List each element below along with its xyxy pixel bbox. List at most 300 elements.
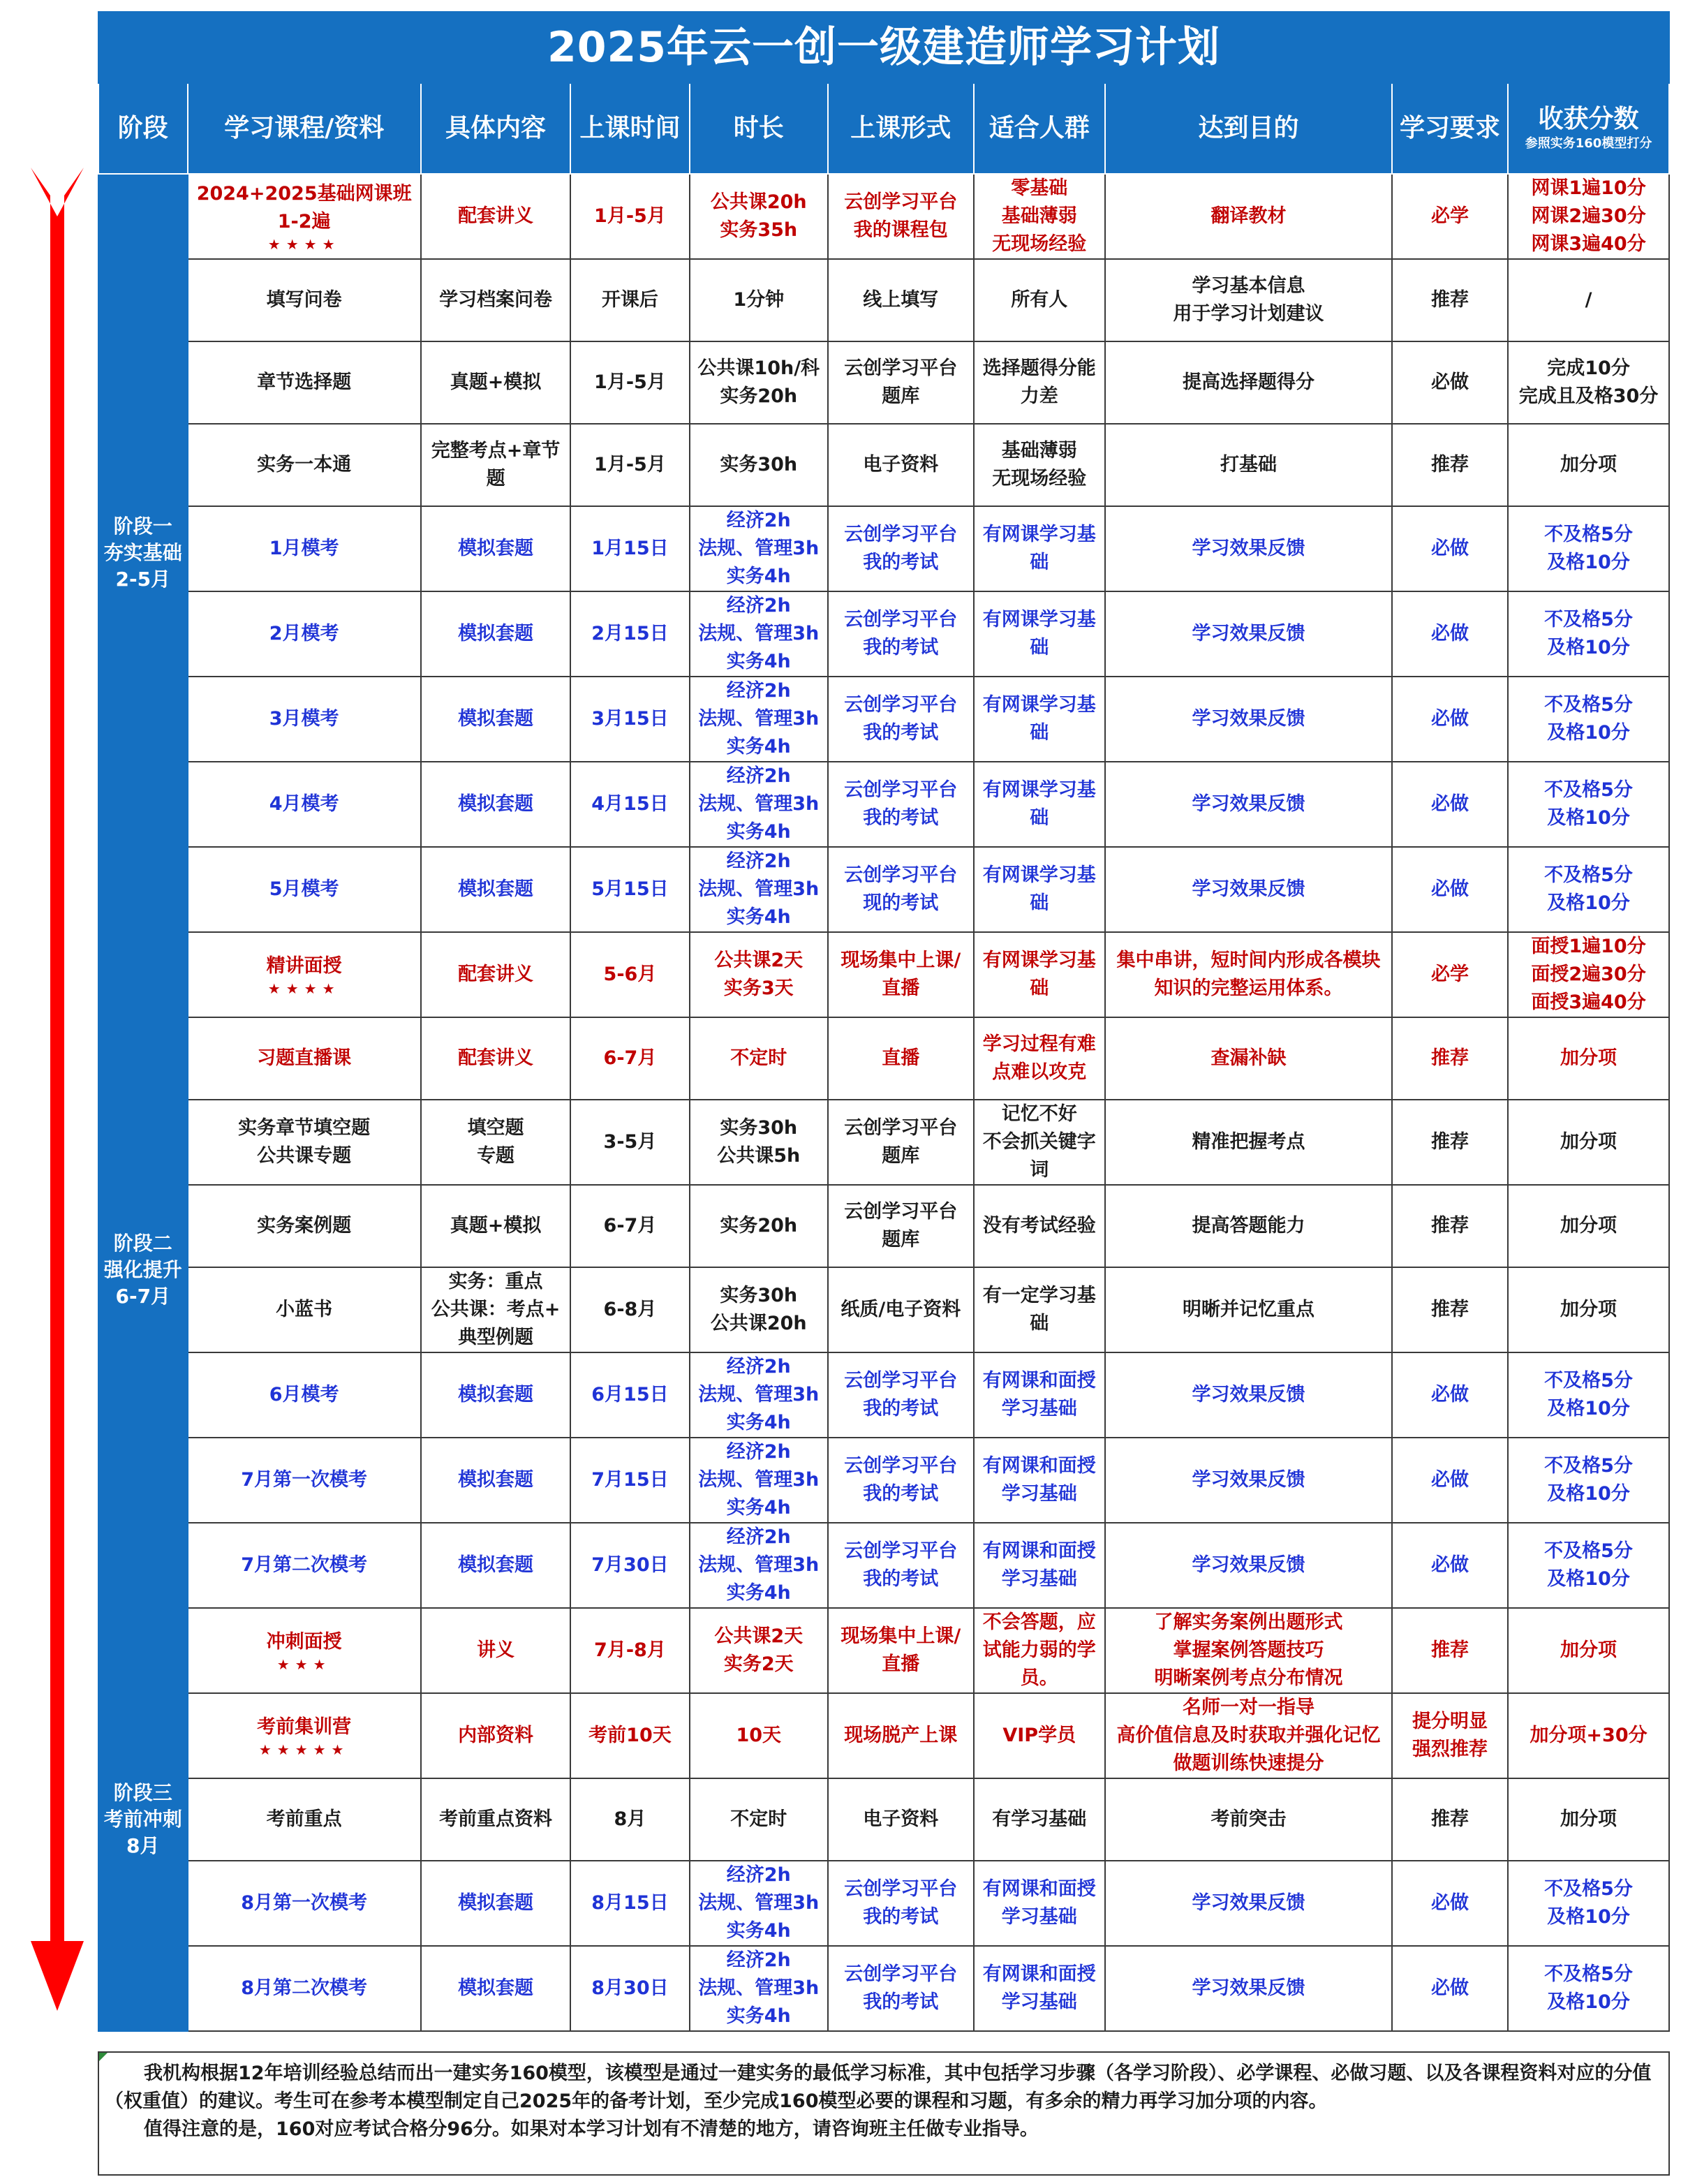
score-cell-line: 不及格5分 [1544, 1370, 1633, 1392]
goal-cell-line: 精准把握考点 [1192, 1131, 1305, 1153]
score-cell-line: 不及格5分 [1544, 694, 1633, 716]
time-cell [570, 1693, 689, 1778]
score-cell-line: 加分项 [1560, 1639, 1617, 1661]
goal-cell-line: 学习效果反馈 [1192, 708, 1305, 730]
format-cell-line: 我的考试 [863, 1568, 939, 1590]
course-cell [188, 506, 421, 591]
course-cell-line: 冲刺面授 [266, 1631, 342, 1653]
course-cell [188, 847, 421, 932]
time-cell [570, 1185, 689, 1267]
time-cell [570, 1946, 689, 2031]
format-cell [828, 1693, 974, 1778]
requirement-cell-line: 必做 [1431, 1977, 1469, 1999]
duration-cell-line: 实务4h [726, 566, 791, 587]
course-cell [188, 677, 421, 762]
format-cell [828, 174, 974, 259]
course-cell-line: 3月模考 [269, 708, 339, 730]
audience-cell [974, 1693, 1105, 1778]
course-cell [188, 1017, 421, 1100]
duration-cell [690, 1861, 828, 1946]
format-cell-line: 现场集中上课/ [840, 950, 961, 971]
score-cell [1508, 1778, 1669, 1861]
duration-cell-line: 法规、管理3h [698, 878, 820, 900]
score-cell-line: 完成且及格30分 [1518, 385, 1659, 407]
format-cell [828, 259, 974, 341]
format-cell-line: 我的考试 [863, 807, 939, 829]
audience-cell-line: 不会答题，应 [982, 1611, 1096, 1633]
goal-cell-line: 高价值信息及时获取并强化记忆 [1116, 1725, 1381, 1746]
content-cell [421, 1438, 571, 1523]
audience-cell-line: 不会抓关键字 [982, 1131, 1096, 1153]
audience-cell [974, 341, 1105, 424]
audience-cell [974, 1017, 1105, 1100]
content-cell [421, 1946, 571, 2031]
time-cell-line: 6-7月 [603, 1047, 657, 1069]
score-cell [1508, 1100, 1669, 1185]
content-cell [421, 1267, 571, 1352]
footer-paragraph-1: 我机构根据12年培训经验总结而出一建实务160模型，该模型是通过一建实务的最低学习标准，其中包括学习步骤（各学习阶段）、必学课程、必做习题、以及各课程资料对应的分值（权重值）的建议。考生可在参考本模型制定自己2025年的备考计划，至少完成160模型必要的课程和习题，有多余的精力再学习加分项的内容。 [105, 2063, 1652, 2112]
duration-cell-line: 经济2h [726, 1864, 791, 1886]
audience-cell-line: 员。 [1020, 1667, 1058, 1689]
requirement-cell-line: 必做 [1431, 1554, 1469, 1576]
audience-cell [974, 932, 1105, 1017]
duration-cell-line: 10天 [736, 1725, 782, 1746]
time-cell-line: 6-8月 [603, 1299, 657, 1320]
goal-cell-line: 学习效果反馈 [1192, 793, 1305, 815]
format-cell-line: 云创学习平台 [844, 357, 958, 379]
duration-cell [690, 259, 828, 341]
course-cell-line: 实务章节填空题 [238, 1117, 371, 1139]
goal-cell-line: 知识的完整运用体系。 [1154, 977, 1343, 999]
requirement-cell [1392, 932, 1508, 1017]
duration-cell-line: 经济2h [726, 1949, 791, 1971]
time-cell-line: 3月15日 [591, 708, 669, 730]
audience-cell [974, 1100, 1105, 1185]
audience-cell-line: 点难以攻克 [992, 1061, 1087, 1083]
format-cell-line: 线上填写 [863, 289, 939, 311]
requirement-cell [1392, 1352, 1508, 1438]
time-cell [570, 1352, 689, 1438]
format-cell-line: 题库 [882, 1145, 920, 1167]
content-cell-line: 填空题 [467, 1117, 524, 1139]
audience-cell-line: 有网课和面授 [982, 1540, 1096, 1562]
audience-cell-line: 学习基础 [1001, 1991, 1077, 2013]
stage-line: 阶段二 [113, 1232, 172, 1255]
score-cell-line: 加分项 [1560, 1215, 1617, 1237]
goal-cell-line: 考前突击 [1210, 1808, 1287, 1830]
content-cell-line: 模拟套题 [458, 1977, 534, 1999]
content-cell-line: 模拟套题 [458, 1384, 534, 1405]
stage-cell-s2 [98, 932, 188, 1608]
table-row [98, 1608, 1669, 1693]
table-row [98, 1778, 1669, 1861]
content-cell-line: 配套讲义 [458, 205, 534, 227]
content-cell [421, 1861, 571, 1946]
goal-cell [1105, 424, 1392, 506]
course-cell-line: 8月第一次模考 [241, 1892, 368, 1914]
table-row [98, 1946, 1669, 2031]
score-cell-line: / [1585, 289, 1592, 311]
table-row [98, 1693, 1669, 1778]
requirement-cell [1392, 1017, 1508, 1100]
score-cell-line: 网课1遍10分 [1531, 177, 1646, 199]
duration-cell [690, 174, 828, 259]
audience-cell-line: 有网课和面授 [982, 1878, 1096, 1900]
course-cell [188, 1267, 421, 1352]
duration-cell-line: 实务30h [720, 1117, 798, 1139]
timeline-down-arrow [31, 168, 84, 2011]
time-cell-line: 7月15日 [591, 1469, 669, 1491]
table-row [98, 591, 1669, 677]
content-cell-line: 讲义 [477, 1639, 515, 1661]
format-cell [828, 1778, 974, 1861]
goal-cell-line: 查漏补缺 [1210, 1047, 1287, 1069]
duration-cell-line: 实务2天 [723, 1653, 794, 1675]
course-cell-line: 考前重点 [266, 1808, 342, 1830]
content-cell-line: 题 [486, 468, 505, 489]
table-row [98, 932, 1669, 1017]
audience-cell-line: 有网课学习基 [982, 779, 1096, 801]
score-cell-line: 加分项+30分 [1530, 1725, 1647, 1746]
content-cell-line: 配套讲义 [458, 1047, 534, 1069]
course-cell [188, 932, 421, 1017]
duration-cell-line: 公共课5h [717, 1145, 801, 1167]
time-cell [570, 847, 689, 932]
score-cell [1508, 1523, 1669, 1608]
audience-cell-line: 试能力弱的学 [982, 1639, 1096, 1661]
content-cell [421, 506, 571, 591]
format-cell [828, 677, 974, 762]
duration-cell-line: 公共课20h [710, 191, 807, 213]
requirement-cell [1392, 677, 1508, 762]
duration-cell-line: 实务4h [726, 821, 791, 843]
table-row [98, 1861, 1669, 1946]
table-row [98, 1438, 1669, 1523]
duration-cell-line: 实务4h [726, 1497, 791, 1519]
score-cell [1508, 174, 1669, 259]
duration-cell [690, 1693, 828, 1778]
duration-cell-line: 法规、管理3h [698, 1554, 820, 1576]
goal-cell [1105, 174, 1392, 259]
table-row [98, 1267, 1669, 1352]
content-cell-line: 内部资料 [458, 1725, 534, 1746]
score-cell-line: 及格10分 [1547, 1483, 1630, 1505]
format-cell-line: 直播 [882, 1653, 920, 1675]
score-cell-line: 加分项 [1560, 1808, 1617, 1830]
table-row [98, 1017, 1669, 1100]
header-content: 具体内容 [421, 83, 571, 174]
duration-cell-line: 法规、管理3h [698, 1384, 820, 1405]
course-cell-line: 1-2遍 [277, 211, 331, 233]
audience-cell-line: 学习基础 [1001, 1906, 1077, 1928]
course-cell-line: 7月第一次模考 [241, 1469, 368, 1491]
format-cell [828, 762, 974, 847]
content-cell-line: 模拟套题 [458, 1554, 534, 1576]
score-cell-line: 及格10分 [1547, 1568, 1630, 1590]
table-row [98, 1352, 1669, 1438]
format-cell-line: 题库 [882, 385, 920, 407]
audience-cell [974, 424, 1105, 506]
goal-cell-line: 提高选择题得分 [1182, 371, 1315, 393]
requirement-cell-line: 必学 [1431, 964, 1469, 985]
content-cell-line: 模拟套题 [458, 1469, 534, 1491]
content-cell [421, 1608, 571, 1693]
goal-cell [1105, 1608, 1392, 1693]
format-cell [828, 1608, 974, 1693]
page-title: 2025年云一创一级建造师学习计划 [98, 12, 1669, 83]
course-cell [188, 591, 421, 677]
course-cell-line: 4月模考 [269, 793, 339, 815]
format-cell [828, 1185, 974, 1267]
audience-cell-line: 础 [1030, 637, 1049, 658]
content-cell-line: 配套讲义 [458, 964, 534, 985]
requirement-cell [1392, 341, 1508, 424]
content-cell [421, 1693, 571, 1778]
format-cell [828, 1352, 974, 1438]
stage-cell-s1 [98, 174, 188, 932]
duration-cell-line: 实务30h [720, 1285, 798, 1306]
goal-cell [1105, 677, 1392, 762]
course-cell-line: 2月模考 [269, 623, 339, 644]
audience-cell [974, 1861, 1105, 1946]
format-cell-line: 现场脱产上课 [844, 1725, 958, 1746]
format-cell [828, 1017, 974, 1100]
requirement-cell [1392, 174, 1508, 259]
course-cell-line: 章节选择题 [257, 371, 352, 393]
score-cell-line: 及格10分 [1547, 1906, 1630, 1928]
content-cell-line: 模拟套题 [458, 623, 534, 644]
stage-line: 8月 [126, 1834, 160, 1857]
time-cell-line: 1月-5月 [594, 371, 666, 393]
course-cell [188, 1523, 421, 1608]
duration-cell-line: 经济2h [726, 850, 791, 872]
time-cell [570, 259, 689, 341]
requirement-cell [1392, 1185, 1508, 1267]
course-cell-line: 公共课专题 [257, 1145, 352, 1167]
goal-cell-line: 集中串讲，短时间内形成各模块 [1116, 950, 1381, 971]
duration-cell-line: 1分钟 [733, 289, 785, 311]
course-cell-line: 8月第二次模考 [241, 1977, 368, 1999]
format-cell [828, 591, 974, 677]
table-row [98, 341, 1669, 424]
requirement-cell-line: 推荐 [1431, 1131, 1469, 1153]
requirement-cell [1392, 1778, 1508, 1861]
goal-cell [1105, 1946, 1392, 2031]
duration-cell-line: 实务20h [720, 385, 798, 407]
format-cell-line: 我的考试 [863, 1398, 939, 1419]
score-cell [1508, 677, 1669, 762]
course-cell-line: 填写问卷 [266, 289, 342, 311]
header-score-subtitle: 参照实务160模型打分 [1525, 136, 1652, 151]
audience-cell-line: 础 [1030, 552, 1049, 573]
course-cell-line: 小蓝书 [276, 1299, 333, 1320]
time-cell-line: 1月15日 [591, 538, 669, 559]
format-cell-line: 我的考试 [863, 1483, 939, 1505]
goal-cell [1105, 1438, 1392, 1523]
duration-cell-line: 实务4h [726, 736, 791, 758]
score-cell-line: 不及格5分 [1544, 1878, 1633, 1900]
format-cell [828, 1861, 974, 1946]
cell-corner-marker [99, 2053, 108, 2061]
time-cell-line: 8月 [614, 1808, 646, 1830]
audience-cell [974, 1778, 1105, 1861]
score-cell-line: 不及格5分 [1544, 1540, 1633, 1562]
audience-cell [974, 506, 1105, 591]
score-cell [1508, 762, 1669, 847]
requirement-cell [1392, 1523, 1508, 1608]
goal-cell-line: 提高答题能力 [1192, 1215, 1305, 1237]
duration-cell-line: 经济2h [726, 1441, 791, 1463]
time-cell-line: 6-7月 [603, 1215, 657, 1237]
content-cell-line: 公共课：考点+ [431, 1299, 561, 1320]
format-cell [828, 847, 974, 932]
duration-cell [690, 1352, 828, 1438]
content-cell [421, 762, 571, 847]
goal-cell-line: 名师一对一指导 [1182, 1697, 1315, 1718]
audience-cell [974, 1523, 1105, 1608]
content-cell [421, 1100, 571, 1185]
duration-cell-line: 实务4h [726, 651, 791, 672]
course-cell [188, 1608, 421, 1693]
audience-cell [974, 677, 1105, 762]
format-cell-line: 云创学习平台 [844, 864, 958, 886]
duration-cell [690, 1267, 828, 1352]
requirement-cell-line: 必做 [1431, 1892, 1469, 1914]
duration-cell [690, 932, 828, 1017]
score-cell-line: 不及格5分 [1544, 1455, 1633, 1477]
score-cell-line: 及格10分 [1547, 892, 1630, 914]
requirement-cell [1392, 1608, 1508, 1693]
score-cell [1508, 1861, 1669, 1946]
format-cell [828, 1946, 974, 2031]
audience-cell [974, 762, 1105, 847]
goal-cell-line: 学习效果反馈 [1192, 1469, 1305, 1491]
goal-cell-line: 学习效果反馈 [1192, 878, 1305, 900]
duration-cell-line: 公共课2天 [714, 950, 804, 971]
course-cell [188, 1946, 421, 2031]
goal-cell [1105, 932, 1392, 1017]
time-cell [570, 1100, 689, 1185]
table-row [98, 174, 1669, 259]
duration-cell [690, 677, 828, 762]
goal-cell [1105, 1267, 1392, 1352]
audience-cell-line: 无现场经验 [992, 233, 1087, 255]
requirement-cell-line: 必做 [1431, 1469, 1469, 1491]
duration-cell [690, 424, 828, 506]
requirement-cell-line: 必做 [1431, 623, 1469, 644]
audience-cell-line: 有一定学习基 [982, 1285, 1096, 1306]
score-cell [1508, 424, 1669, 506]
content-cell-line: 真题+模拟 [450, 1215, 542, 1237]
stage-line: 阶段一 [113, 515, 172, 538]
duration-cell [690, 1778, 828, 1861]
score-cell-line: 及格10分 [1547, 1991, 1630, 2013]
time-cell [570, 1608, 689, 1693]
duration-cell-line: 实务20h [720, 1215, 798, 1237]
score-cell [1508, 259, 1669, 341]
score-cell [1508, 1438, 1669, 1523]
header-score-title: 收获分数 [1538, 105, 1639, 133]
audience-cell-line: 零基础 [1011, 177, 1068, 199]
content-cell-line: 专题 [477, 1145, 515, 1167]
format-cell-line: 电子资料 [863, 454, 939, 475]
audience-cell [974, 259, 1105, 341]
time-cell [570, 1523, 689, 1608]
time-cell-line: 考前10天 [588, 1725, 672, 1746]
audience-cell-line: 学习基础 [1001, 1398, 1077, 1419]
score-cell-line: 网课2遍30分 [1531, 205, 1646, 227]
rating-stars: ★★★★ [267, 236, 341, 253]
audience-cell [974, 1267, 1105, 1352]
duration-cell [690, 847, 828, 932]
course-cell-line: 实务案例题 [257, 1215, 352, 1237]
stage-line: 考前冲刺 [103, 1808, 182, 1831]
score-cell-line: 加分项 [1560, 1299, 1617, 1320]
table-row [98, 1523, 1669, 1608]
goal-cell-line: 明晰并记忆重点 [1182, 1299, 1315, 1320]
requirement-cell [1392, 1946, 1508, 2031]
duration-cell [690, 591, 828, 677]
audience-cell-line: 础 [1030, 722, 1049, 744]
content-cell-line: 实务：重点 [448, 1271, 543, 1292]
score-cell-line: 不及格5分 [1544, 779, 1633, 801]
content-cell [421, 1523, 571, 1608]
duration-cell-line: 法规、管理3h [698, 538, 820, 559]
header-format: 上课形式 [828, 83, 974, 174]
goal-cell [1105, 1352, 1392, 1438]
time-cell [570, 1861, 689, 1946]
course-cell-line: 精讲面授 [266, 955, 342, 977]
content-cell [421, 341, 571, 424]
format-cell-line: 云创学习平台 [844, 1540, 958, 1562]
format-cell [828, 932, 974, 1017]
time-cell-line: 1月-5月 [594, 454, 666, 475]
requirement-cell-line: 强烈推荐 [1412, 1739, 1488, 1760]
content-cell-line: 学习档案问卷 [439, 289, 553, 311]
time-cell [570, 1438, 689, 1523]
format-cell-line: 我的考试 [863, 722, 939, 744]
goal-cell [1105, 1693, 1392, 1778]
time-cell [570, 677, 689, 762]
course-cell-line: 7月第二次模考 [241, 1554, 368, 1576]
score-cell-line: 面授2遍30分 [1531, 964, 1646, 985]
score-cell [1508, 1608, 1669, 1693]
format-cell-line: 云创学习平台 [844, 1878, 958, 1900]
score-cell [1508, 1185, 1669, 1267]
rating-stars: ★★★★ [267, 980, 341, 997]
score-cell [1508, 1946, 1669, 2031]
course-cell-line: 考前集训营 [257, 1716, 352, 1738]
duration-cell-line: 法规、管理3h [698, 708, 820, 730]
goal-cell-line: 做题训练快速提分 [1173, 1753, 1324, 1774]
goal-cell-line: 翻译教材 [1210, 205, 1287, 227]
goal-cell-line: 了解实务案例出题形式 [1154, 1611, 1343, 1633]
duration-cell [690, 1438, 828, 1523]
duration-cell-line: 不定时 [730, 1808, 787, 1830]
time-cell [570, 932, 689, 1017]
audience-cell-line: 础 [1030, 807, 1049, 829]
requirement-cell-line: 推荐 [1431, 289, 1469, 311]
goal-cell-line: 学习效果反馈 [1192, 1384, 1305, 1405]
audience-cell-line: 础 [1030, 892, 1049, 914]
time-cell [570, 591, 689, 677]
stage-line: 夯实基础 [103, 541, 182, 564]
course-cell [188, 1438, 421, 1523]
duration-cell [690, 1185, 828, 1267]
score-cell-line: 不及格5分 [1544, 1963, 1633, 1985]
format-cell-line: 我的考试 [863, 1906, 939, 1928]
content-cell [421, 932, 571, 1017]
